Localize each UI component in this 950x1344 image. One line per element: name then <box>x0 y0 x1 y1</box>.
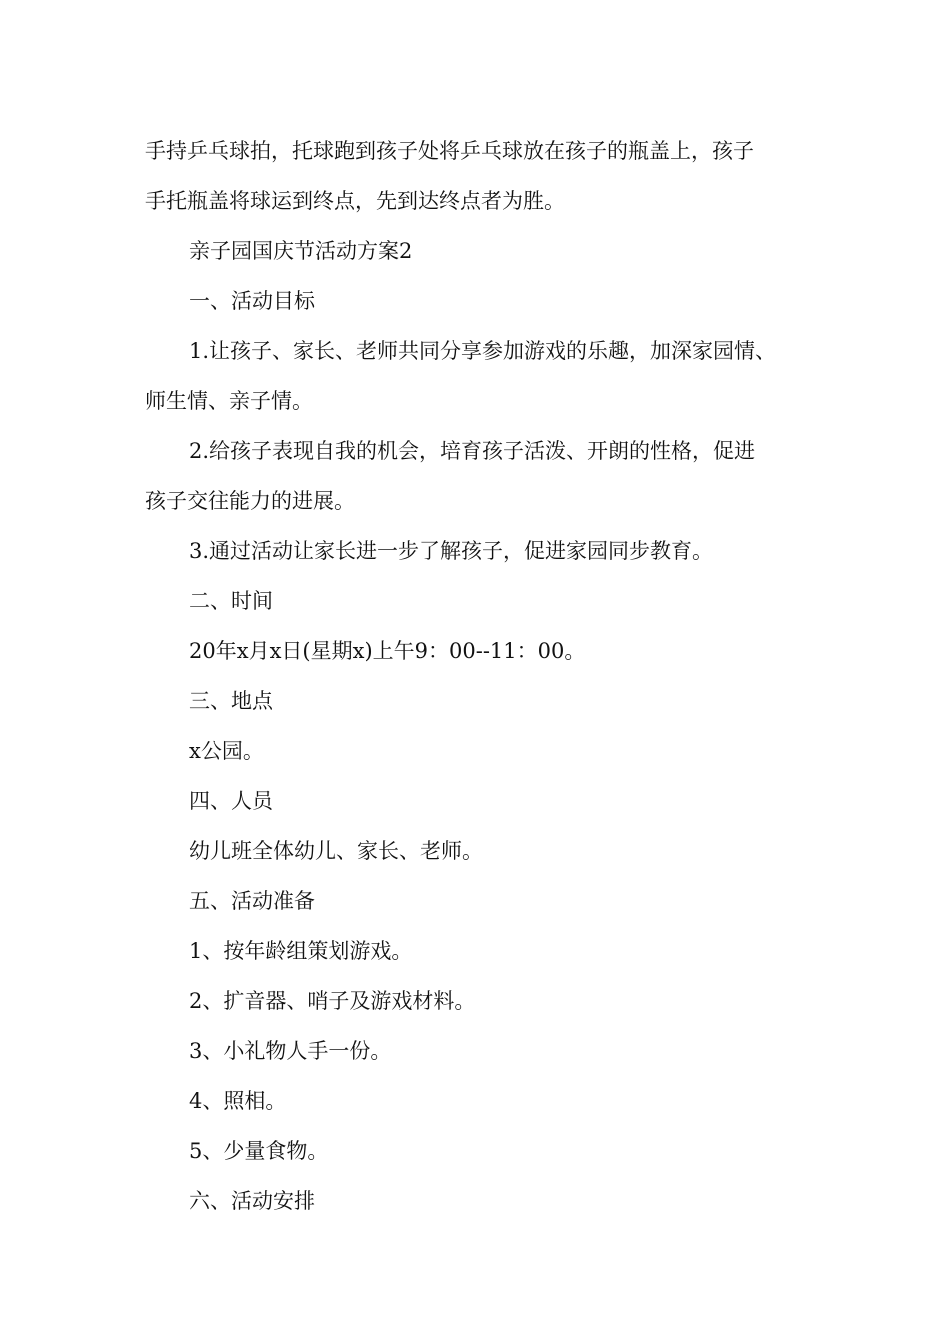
heading-time: 二、时间 <box>189 589 273 613</box>
heading-participants: 四、人员 <box>189 789 273 813</box>
goal-1-line-1: 1.让孩子、家长、老师共同分享参加游戏的乐趣，加深家园情、 <box>189 339 777 363</box>
paragraph-line-1: 手持乒乓球拍，托球跑到孩子处将乒乓球放在孩子的瓶盖上，孩子 <box>145 139 754 163</box>
heading-preparation: 五、活动准备 <box>189 889 315 913</box>
preparation-item-5: 5、少量食物。 <box>189 1139 329 1163</box>
preparation-item-3: 3、小礼物人手一份。 <box>189 1039 392 1063</box>
location-value: x公园。 <box>189 739 264 763</box>
time-value: 20年x月x日(星期x)上午9：00--11：00。 <box>189 639 586 663</box>
goal-2-line-1: 2.给孩子表现自我的机会，培育孩子活泼、开朗的性格，促进 <box>189 439 756 463</box>
preparation-item-4: 4、照相。 <box>189 1089 287 1113</box>
preparation-item-1: 1、按年龄组策划游戏。 <box>189 939 413 963</box>
heading-schedule: 六、活动安排 <box>189 1189 315 1213</box>
heading-location: 三、地点 <box>189 689 273 713</box>
preparation-item-2: 2、扩音器、哨子及游戏材料。 <box>189 989 476 1013</box>
paragraph-line-2: 手托瓶盖将球运到终点，先到达终点者为胜。 <box>145 189 565 213</box>
goal-3: 3.通过活动让家长进一步了解孩子，促进家园同步教育。 <box>189 539 714 563</box>
section-title: 亲子园国庆节活动方案2 <box>189 239 413 263</box>
heading-activity-goals: 一、活动目标 <box>189 289 315 313</box>
goal-1-line-2: 师生情、亲子情。 <box>145 389 313 413</box>
document-body <box>145 126 825 1226</box>
goal-2-line-2: 孩子交往能力的进展。 <box>145 489 355 513</box>
participants-value: 幼儿班全体幼儿、家长、老师。 <box>189 839 483 863</box>
